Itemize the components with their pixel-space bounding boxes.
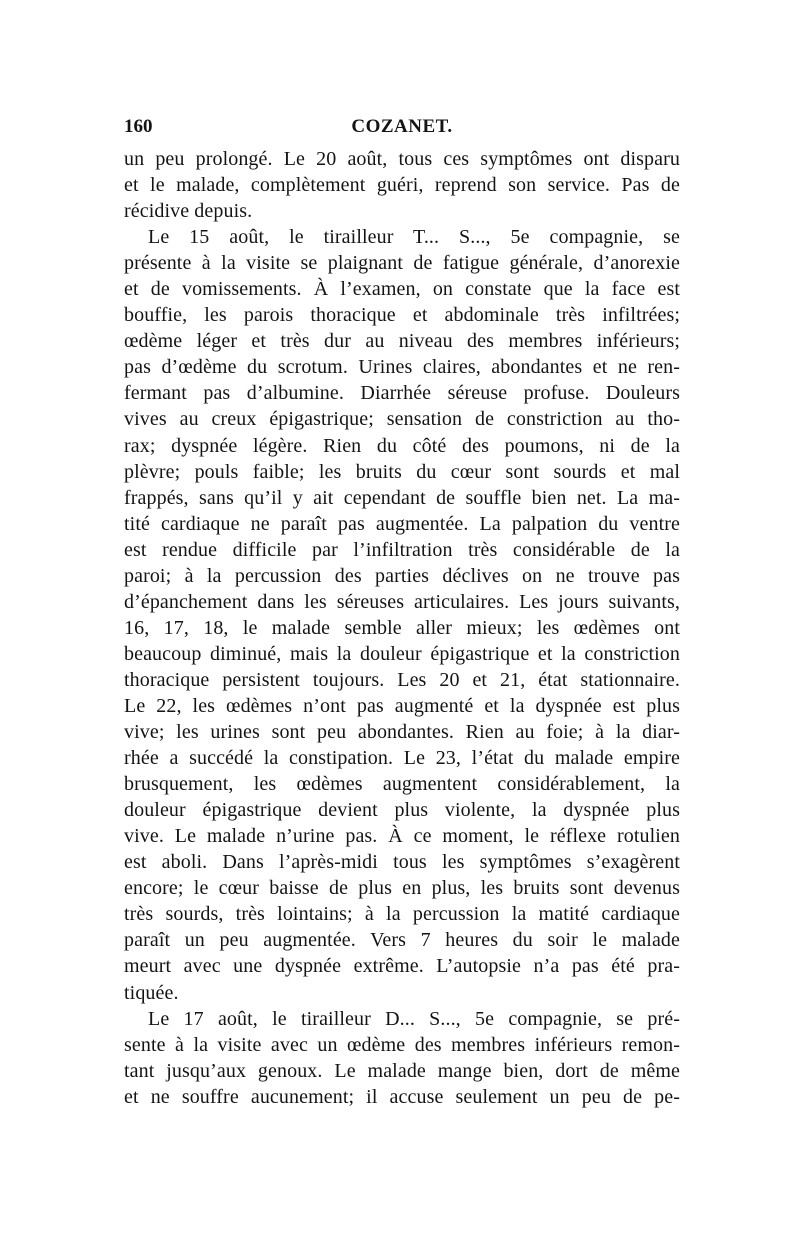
- text-line: rax; dyspnée légère. Rien du côté des poumons, ni de la: [124, 434, 680, 457]
- text-line: vive; les urines sont peu abondantes. Rien au foie; à la diar-: [124, 721, 680, 744]
- text-line: présente à la visite se plaignant de fatigue générale, d’anorexie: [124, 252, 680, 275]
- text-line: douleur épigastrique devient plus violente, la dyspnée plus: [124, 799, 680, 822]
- text-line: et le malade, complètement guéri, reprend son service. Pas de: [124, 174, 680, 197]
- text-line: et de vomissements. À l’examen, on constate que la face est: [124, 278, 680, 301]
- text-line: Le 17 août, le tirailleur D... S..., 5e compagnie, se pré-: [148, 1007, 680, 1030]
- text-line: bouffie, les parois thoracique et abdominale très infiltrées;: [124, 304, 680, 327]
- text-line: pas d’œdème du scrotum. Urines claires, abondantes et ne ren-: [124, 356, 680, 379]
- text-line: rhée a succédé la constipation. Le 23, l’état du malade empire: [124, 747, 680, 770]
- page-number: 160: [124, 116, 153, 137]
- text-line: thoracique persistent toujours. Les 20 et 21, état stationnaire.: [124, 668, 680, 691]
- text-line: tant jusqu’aux genoux. Le malade mange bien, dort de même: [124, 1059, 680, 1082]
- text-line: Le 22, les œdèmes n’ont pas augmenté et la dyspnée est plus: [124, 694, 680, 717]
- text-line: fermant pas d’albumine. Diarrhée séreuse profuse. Douleurs: [124, 382, 680, 405]
- text-line: un peu prolongé. Le 20 août, tous ces symptômes ont disparu: [124, 148, 680, 170]
- text-line: très sourds, très lointains; à la percussion la matité cardiaque: [124, 903, 680, 926]
- text-line: récidive depuis.: [124, 200, 253, 223]
- text-line: meurt avec une dyspnée extrême. L’autopsie n’a pas été pra-: [124, 955, 680, 978]
- page-header: [124, 112, 680, 142]
- body-text: [124, 146, 680, 1110]
- text-line: 16, 17, 18, le malade semble aller mieux; les œdèmes ont: [124, 616, 680, 639]
- text-line: brusquement, les œdèmes augmentent considérablement, la: [124, 773, 680, 796]
- text-line: paraît un peu augmentée. Vers 7 heures du soir le malade: [124, 929, 680, 952]
- text-line: beaucoup diminué, mais la douleur épigastrique et la constriction: [124, 642, 680, 665]
- text-line: Le 15 août, le tirailleur T... S..., 5e compagnie, se: [148, 226, 680, 249]
- text-line: est aboli. Dans l’après-midi tous les symptômes s’exagèrent: [124, 851, 680, 874]
- text-line: encore; le cœur baisse de plus en plus, les bruits sont devenus: [124, 877, 680, 900]
- running-head: COZANET.: [351, 116, 453, 137]
- text-line: frappés, sans qu’il y ait cependant de souffle bien net. La ma-: [124, 486, 680, 509]
- text-line: tité cardiaque ne paraît pas augmentée. La palpation du ventre: [124, 512, 680, 535]
- text-line: plèvre; pouls faible; les bruits du cœur sont sourds et mal: [124, 460, 680, 483]
- text-line: paroi; à la percussion des parties déclives on ne trouve pas: [124, 564, 680, 587]
- text-line: vives au creux épigastrique; sensation de constriction au tho-: [124, 408, 680, 431]
- text-line: d’épanchement dans les séreuses articulaires. Les jours suivants,: [124, 590, 680, 613]
- text-line: vive. Le malade n’urine pas. À ce moment, le réflexe rotulien: [124, 825, 680, 848]
- text-line: et ne souffre aucunement; il accuse seulement un peu de pe-: [124, 1085, 680, 1108]
- text-line: tiquée.: [124, 981, 179, 1004]
- text-line: est rendue difficile par l’infiltration très considérable de la: [124, 538, 680, 561]
- text-line: œdème léger et très dur au niveau des membres inférieurs;: [124, 330, 680, 353]
- text-line: sente à la visite avec un œdème des membres inférieurs remon-: [124, 1033, 680, 1056]
